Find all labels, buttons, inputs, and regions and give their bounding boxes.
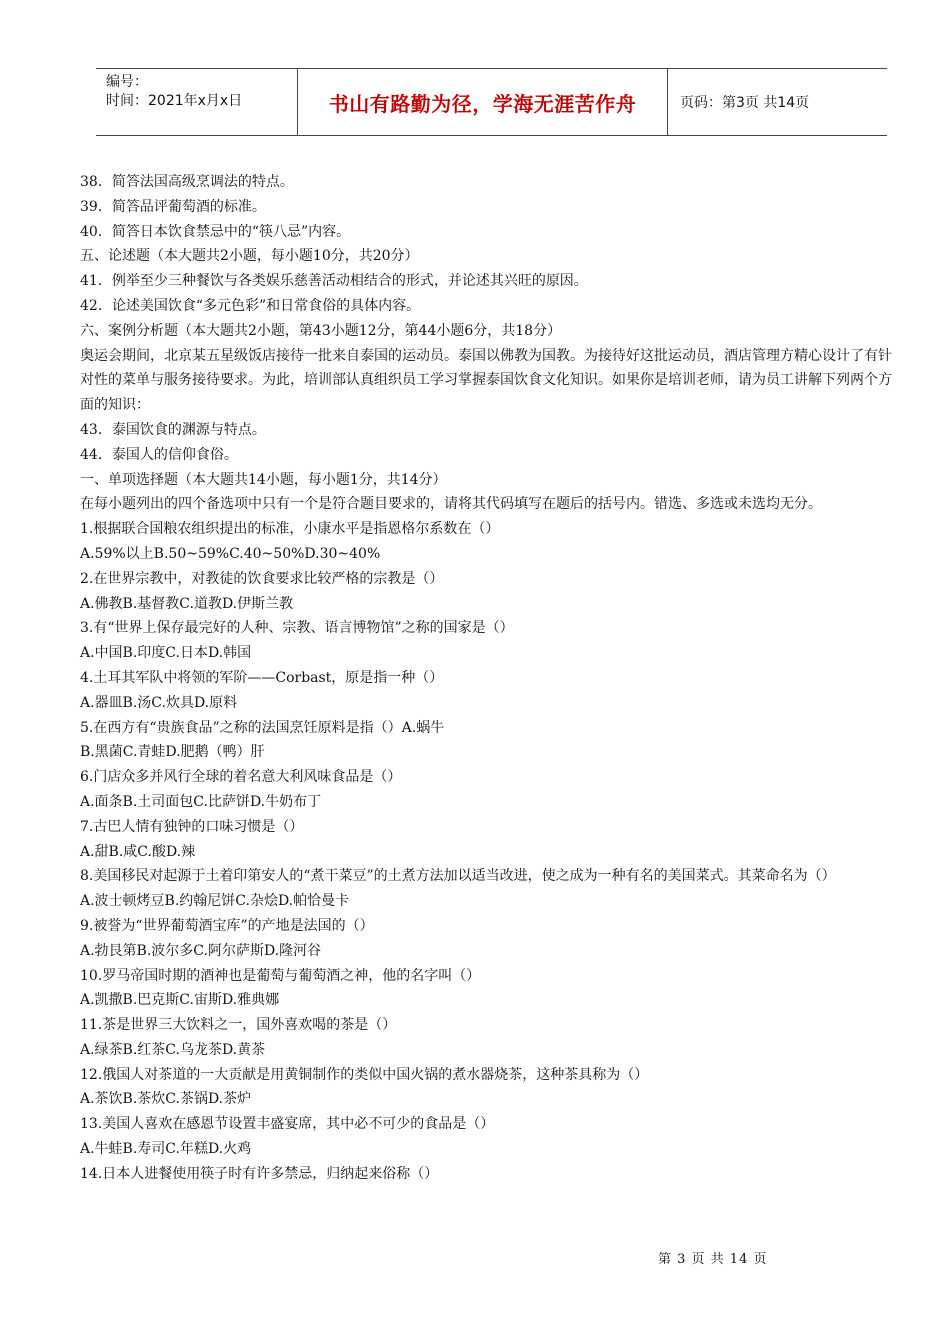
text-line: A.凯撒B.巴克斯C.宙斯D.雅典娜 bbox=[80, 992, 280, 1009]
text-line: A.茶饮B.茶炊C.茶锅D.茶炉 bbox=[80, 1091, 252, 1108]
text-line: A.佛教B.基督教C.道教D.伊斯兰教 bbox=[80, 595, 294, 612]
text-line: 五、论述题（本大题共2小题，每小题10分，共20分） bbox=[80, 248, 419, 265]
text-line: 13.美国人喜欢在感恩节设置丰盛宴席，其中必不可少的食品是（） bbox=[80, 1116, 495, 1133]
page-footer: 第 3 页 共 14 页 bbox=[658, 1252, 768, 1267]
header-page-info: 页码：第3页 共14页 bbox=[680, 95, 810, 111]
text-line: 9.被誉为“世界葡萄酒宝库”的产地是法国的（） bbox=[80, 917, 374, 934]
text-line: 在每小题列出的四个备选项中只有一个是符合题目要求的，请将其代码填写在题后的括号内。错选、多选或未选均无分。 bbox=[80, 496, 822, 513]
document-body bbox=[80, 170, 904, 1187]
text-line: 六、案例分析题（本大题共2小题，第43小题12分，第44小题6分，共18分） bbox=[80, 322, 562, 339]
text-line: A.面条B.土司面包C.比萨饼D.牛奶布丁 bbox=[80, 793, 322, 810]
time-label: 时间：2021年x月x日 bbox=[106, 93, 243, 109]
text-line: 14.日本人进餐使用筷子时有许多禁忌，归纳起来俗称（） bbox=[80, 1165, 439, 1182]
text-line: A.59%以上B.50~59%C.40~50%D.30~40% bbox=[80, 545, 381, 562]
text-line: A.牛蛙B.寿司C.年糕D.火鸡 bbox=[80, 1141, 252, 1158]
text-line: 10.罗马帝国时期的酒神也是葡萄与葡萄酒之神，他的名字叫（） bbox=[80, 967, 481, 984]
text-line: A.甜B.咸C.酸D.辣 bbox=[80, 843, 196, 860]
text-line: A.勃艮第B.波尔多C.阿尔萨斯D.隆河谷 bbox=[80, 942, 322, 959]
text-line: 1.根据联合国粮农组织提出的标准，小康水平是指恩格尔系数在（） bbox=[80, 521, 500, 538]
text-line: A.器皿B.汤C.炊具D.原料 bbox=[80, 694, 238, 711]
text-line: A.波士顿烤豆B.约翰尼饼C.杂烩D.帕恰曼卡 bbox=[80, 893, 350, 910]
text-line: A.绿茶B.红茶C.乌龙茶D.黄茶 bbox=[80, 1041, 266, 1058]
text-line: 7.古巴人情有独钟的口味习惯是（） bbox=[80, 818, 304, 835]
text-line: 39．简答品评葡萄酒的标准。 bbox=[80, 198, 266, 215]
text-line: B.黑菌C.青蛙D.肥鹅（鸭）肝 bbox=[80, 744, 265, 761]
text-line: 41．例举至少三种餐饮与各类娱乐慈善活动相结合的形式，并论述其兴旺的原因。 bbox=[80, 273, 588, 290]
text-line: A.中国B.印度C.日本D.韩国 bbox=[80, 645, 252, 662]
text-line: 8.美国移民对起源于土着印第安人的“煮干菜豆”的土煮方法加以适当改进，使之成为一种有名的美国菜式。其菜命名为（） bbox=[80, 868, 836, 885]
text-line: 38．简答法国高级烹调法的特点。 bbox=[80, 174, 294, 190]
text-line: 44．泰国人的信仰食俗。 bbox=[80, 446, 238, 463]
text-line: 42．论述美国饮食“多元色彩”和日常食俗的具体内容。 bbox=[80, 297, 421, 314]
code-label: 编号： bbox=[106, 74, 148, 90]
text-line: 12.俄国人对茶道的一大贡献是用黄铜制作的类似中国火锅的煮水器烧茶，这种茶具称为（） bbox=[80, 1066, 649, 1083]
text-line: 5.在西方有“贵族食品”之称的法国烹饪原料是指（）A.蜗牛 bbox=[80, 719, 445, 736]
text-line: 43．泰国饮食的渊源与特点。 bbox=[80, 421, 266, 438]
text-line: 奥运会期间，北京某五星级饭店接待一批来自泰国的运动员。泰国以佛教为国教。为接待好这批运动员，酒店管理方精心设计了有针对性的菜单与服务接待要求。为此，培训部认真组织员工学习掌握泰国饮食文化知识。如果你是培训老师，请为员工讲解下列两个方面的知识： bbox=[80, 347, 892, 414]
text-line: 一、单项选择题（本大题共14小题，每小题1分，共14分） bbox=[80, 471, 447, 488]
text-line: 2.在世界宗教中，对教徒的饮食要求比较严格的宗教是（） bbox=[80, 570, 444, 587]
text-line: 3.有“世界上保存最完好的人种、宗教、语言博物馆”之称的国家是（） bbox=[80, 620, 514, 637]
header-meta bbox=[96, 69, 298, 135]
header-motto: 书山有路勤为径，学海无涯苦作舟 bbox=[298, 69, 668, 135]
text-line: 11.茶是世界三大饮料之一，国外喜欢喝的茶是（） bbox=[80, 1017, 397, 1034]
text-line: 40．简答日本饮食禁忌中的“筷八忌”内容。 bbox=[80, 223, 351, 240]
text-line: 6.门店众多并风行全球的着名意大利风味食品是（） bbox=[80, 769, 402, 786]
page-header bbox=[96, 68, 887, 136]
text-line: 4.土耳其军队中将领的军阶——Corbast，原是指一种（） bbox=[80, 669, 444, 686]
